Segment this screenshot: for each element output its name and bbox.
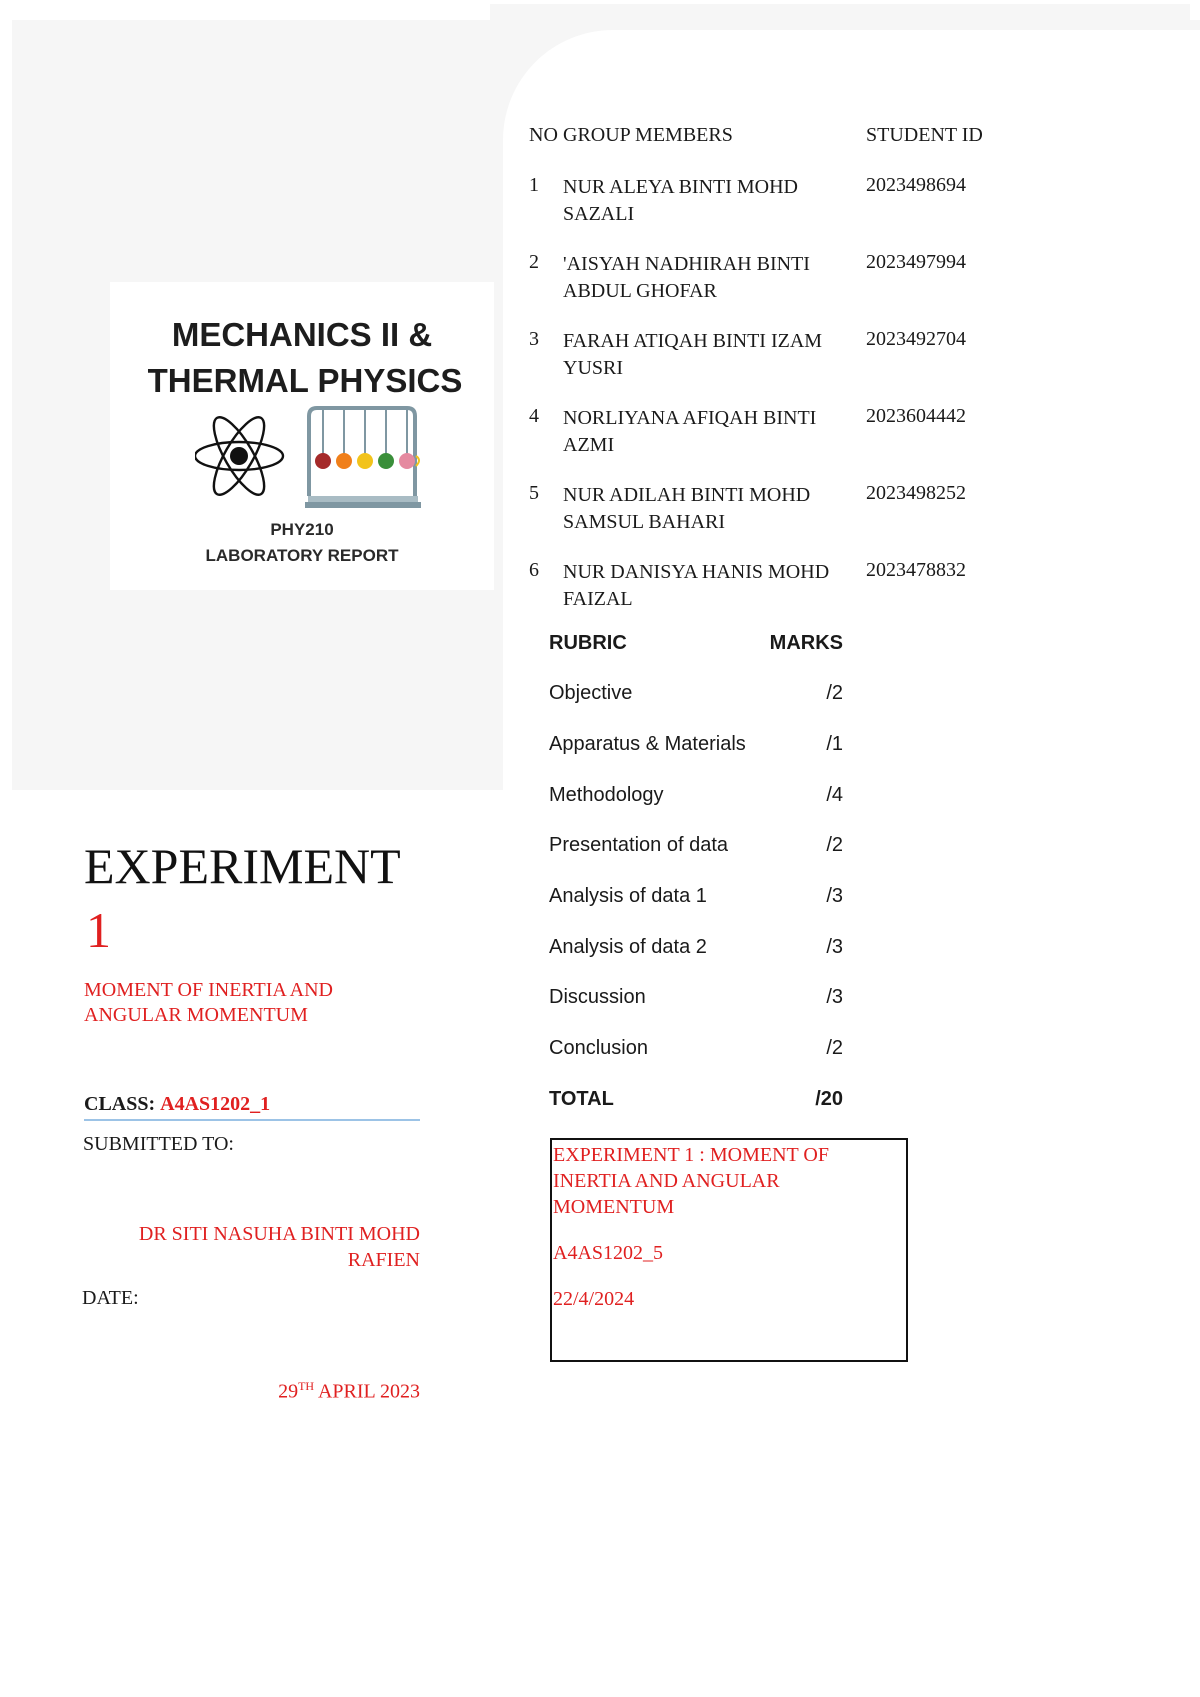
rubric-marks: /4 [826,784,843,806]
class-label: CLASS: [84,1093,156,1115]
member-student-id: 2023498694 [866,174,966,196]
rubric-criterion: Analysis of data 1 [549,885,707,907]
cradle-ball [315,453,331,469]
rubric-row [549,885,843,915]
course-title [110,312,494,404]
cradle-ball [378,453,394,469]
header-group-members: GROUP MEMBERS [563,124,733,146]
marks-header-label: MARKS [769,632,843,654]
member-name: NUR DANISYA HANIS MOHD FAIZAL [563,561,830,610]
class-value: A4AS1202_1 [160,1093,271,1115]
rubric-marks: /2 [826,1037,843,1059]
rubric-total-label: TOTAL [549,1088,614,1110]
rubric-total-row [549,1088,843,1118]
rubric-row [549,834,843,864]
rubric-marks: /2 [826,682,843,704]
date-suffix: TH [298,1379,315,1393]
submitted-to-label: SUBMITTED TO: [83,1133,234,1155]
member-student-id: 2023492704 [866,328,966,350]
rubric-marks: /3 [826,986,843,1008]
rubric-row [549,733,843,763]
member-number: 4 [529,405,539,427]
course-logo-card [110,282,494,590]
member-name: NUR ALEYA BINTI MOHD SAZALI [563,176,798,225]
cradle-ball [336,453,352,469]
experiment-heading: EXPERIMENT [84,838,401,894]
info-box-date: 22/4/2024 [553,1288,635,1310]
rubric-criterion: Objective [549,682,633,704]
header-student-id: STUDENT ID [866,124,983,146]
rubric-row [549,784,843,814]
newtons-cradle-icon [305,408,421,508]
supervisor-name: DR SITI NASUHA BINTI MOHD RAFIEN [138,1223,420,1271]
rubric-criterion: Methodology [549,784,664,806]
experiment-subtitle: MOMENT OF INERTIA AND ANGULAR MOMENTUM [84,979,333,1026]
submission-date [200,1379,420,1404]
atom-icon [195,411,283,501]
background-strip [490,4,1190,30]
member-student-id: 2023498252 [866,482,966,504]
member-name: FARAH ATIQAH BINTI IZAM YUSRI [563,330,823,379]
rubric-row [549,682,843,712]
rubric-criterion: Conclusion [549,1037,648,1059]
cradle-ball [399,453,415,469]
info-box-title: EXPERIMENT 1 : MOMENT OF INERTIA AND ANGULAR MOMENTUM [553,1144,829,1218]
rubric-criterion: Presentation of data [549,834,729,856]
course-title-line2: THERMAL PHYSICS [147,362,463,399]
rubric-row [549,936,843,966]
member-number: 3 [529,328,539,350]
date-day: 29 [278,1380,299,1403]
member-name: NORLIYANA AFIQAH BINTI AZMI [563,407,817,456]
physics-illustration [195,404,427,508]
experiment-info-box [550,1138,908,1362]
member-student-id: 2023478832 [866,559,966,581]
member-number: 1 [529,174,539,196]
cradle-ball [357,453,373,469]
member-number: 2 [529,251,539,273]
rubric-total-marks: /20 [815,1088,843,1110]
date-month-year: APRIL 2023 [314,1380,420,1403]
rubric-criterion: Discussion [549,986,646,1008]
rubric-marks: /2 [826,834,843,856]
member-name: 'AISYAH NADHIRAH BINTI ABDUL GHOFAR [563,253,810,302]
rubric-criterion: Apparatus & Materials [549,733,746,755]
rubric-marks: /3 [826,936,843,958]
date-label: DATE: [82,1287,139,1309]
course-code: PHY210 [270,520,334,539]
rubric-marks: /3 [826,885,843,907]
member-number: 5 [529,482,539,504]
rubric-header-label: RUBRIC [549,632,627,654]
rubric-header [549,632,843,662]
member-student-id: 2023604442 [866,405,966,427]
rubric-criterion: Analysis of data 2 [549,936,707,958]
info-box-class: A4AS1202_5 [553,1242,664,1264]
member-name: NUR ADILAH BINTI MOHD SAMSUL BAHARI [563,484,811,533]
course-title-line1: MECHANICS II & [171,316,433,353]
report-type: LABORATORY REPORT [205,546,399,565]
member-number: 6 [529,559,539,581]
member-student-id: 2023497994 [866,251,966,273]
rubric-marks: /1 [826,733,843,755]
header-no: NO [529,124,558,146]
rubric-row [549,1037,843,1067]
experiment-number: 1 [86,902,111,958]
rubric-row [549,986,843,1016]
class-field [84,1093,420,1121]
course-subtitle [110,517,494,569]
page-margin [0,0,12,790]
